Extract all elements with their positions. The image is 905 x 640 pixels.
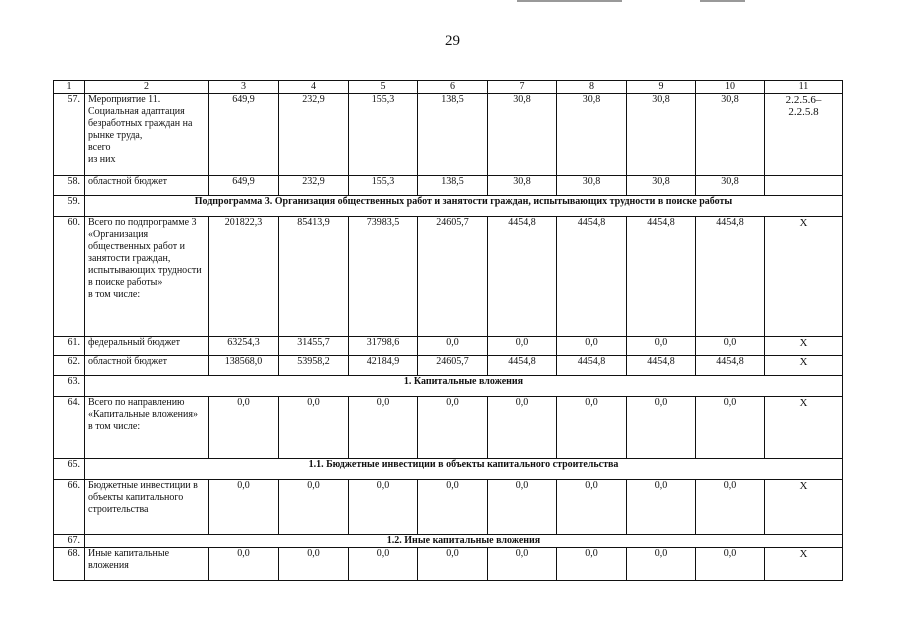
row-name: федеральный бюджет bbox=[85, 337, 209, 356]
value-cell: 4454,8 bbox=[696, 217, 765, 337]
column-number-cell: 8 bbox=[557, 81, 627, 94]
value-cell: 24605,7 bbox=[418, 356, 488, 376]
value-cell: 4454,8 bbox=[696, 356, 765, 376]
value-cell: 85413,9 bbox=[279, 217, 349, 337]
value-cell: 30,8 bbox=[627, 176, 696, 196]
column-number-cell: 10 bbox=[696, 81, 765, 94]
reference-cell: 2.2.5.6– 2.2.5.8 bbox=[765, 94, 843, 176]
column-number-cell: 3 bbox=[209, 81, 279, 94]
value-cell: 0,0 bbox=[279, 548, 349, 581]
value-cell: 53958,2 bbox=[279, 356, 349, 376]
row-name: областной бюджет bbox=[85, 176, 209, 196]
row-number: 66. bbox=[54, 480, 85, 535]
value-cell: 649,9 bbox=[209, 94, 279, 176]
value-cell: 0,0 bbox=[696, 480, 765, 535]
value-cell: 0,0 bbox=[209, 480, 279, 535]
value-cell: 155,3 bbox=[349, 94, 418, 176]
column-number-cell: 2 bbox=[85, 81, 209, 94]
value-cell: 4454,8 bbox=[557, 356, 627, 376]
column-number-cell: 5 bbox=[349, 81, 418, 94]
value-cell: 30,8 bbox=[696, 94, 765, 176]
table-row bbox=[54, 176, 843, 196]
row-number: 62. bbox=[54, 356, 85, 376]
section-title: 1.2. Иные капитальные вложения bbox=[85, 535, 843, 548]
value-cell: 0,0 bbox=[557, 480, 627, 535]
reference-cell: Х bbox=[765, 356, 843, 376]
value-cell: 0,0 bbox=[488, 548, 557, 581]
value-cell: 4454,8 bbox=[557, 217, 627, 337]
value-cell: 0,0 bbox=[209, 397, 279, 459]
row-number: 59. bbox=[54, 196, 85, 217]
value-cell: 649,9 bbox=[209, 176, 279, 196]
table-row bbox=[54, 94, 843, 176]
row-number: 63. bbox=[54, 376, 85, 397]
value-cell: 0,0 bbox=[627, 548, 696, 581]
value-cell: 232,9 bbox=[279, 94, 349, 176]
column-number-cell: 9 bbox=[627, 81, 696, 94]
row-number: 60. bbox=[54, 217, 85, 337]
section-row bbox=[54, 376, 843, 397]
value-cell: 24605,7 bbox=[418, 217, 488, 337]
value-cell: 138,5 bbox=[418, 176, 488, 196]
value-cell: 0,0 bbox=[279, 480, 349, 535]
column-number-row bbox=[54, 81, 843, 94]
top-edge-line-right bbox=[700, 0, 745, 2]
value-cell: 0,0 bbox=[209, 548, 279, 581]
value-cell: 30,8 bbox=[557, 94, 627, 176]
column-number-cell: 1 bbox=[54, 81, 85, 94]
table-row bbox=[54, 217, 843, 337]
value-cell: 0,0 bbox=[279, 397, 349, 459]
value-cell: 0,0 bbox=[418, 397, 488, 459]
row-number: 65. bbox=[54, 459, 85, 480]
value-cell: 201822,3 bbox=[209, 217, 279, 337]
value-cell: 73983,5 bbox=[349, 217, 418, 337]
value-cell: 0,0 bbox=[627, 337, 696, 356]
row-number: 67. bbox=[54, 535, 85, 548]
row-number: 64. bbox=[54, 397, 85, 459]
value-cell: 30,8 bbox=[696, 176, 765, 196]
section-row bbox=[54, 535, 843, 548]
value-cell: 0,0 bbox=[627, 397, 696, 459]
value-cell: 0,0 bbox=[557, 397, 627, 459]
row-name: Мероприятие 11. Социальная адаптация безработных граждан на рынке труда, всего из них bbox=[85, 94, 209, 176]
value-cell: 138,5 bbox=[418, 94, 488, 176]
value-cell: 0,0 bbox=[557, 548, 627, 581]
table-row bbox=[54, 548, 843, 581]
value-cell: 4454,8 bbox=[488, 356, 557, 376]
reference-cell: Х bbox=[765, 217, 843, 337]
value-cell: 138568,0 bbox=[209, 356, 279, 376]
table-row bbox=[54, 337, 843, 356]
value-cell: 42184,9 bbox=[349, 356, 418, 376]
table-row bbox=[54, 356, 843, 376]
row-number: 68. bbox=[54, 548, 85, 581]
value-cell: 0,0 bbox=[349, 548, 418, 581]
value-cell: 0,0 bbox=[488, 337, 557, 356]
budget-table bbox=[53, 80, 843, 581]
page-number: 29 bbox=[445, 33, 460, 49]
value-cell: 30,8 bbox=[488, 94, 557, 176]
row-name: Бюджетные инвестиции в объекты капитального строительства bbox=[85, 480, 209, 535]
reference-cell: Х bbox=[765, 548, 843, 581]
row-number: 61. bbox=[54, 337, 85, 356]
value-cell: 30,8 bbox=[488, 176, 557, 196]
row-number: 58. bbox=[54, 176, 85, 196]
value-cell: 31798,6 bbox=[349, 337, 418, 356]
table-row bbox=[54, 480, 843, 535]
value-cell: 0,0 bbox=[627, 480, 696, 535]
value-cell: 0,0 bbox=[349, 397, 418, 459]
value-cell: 0,0 bbox=[696, 337, 765, 356]
value-cell: 0,0 bbox=[696, 548, 765, 581]
row-number: 57. bbox=[54, 94, 85, 176]
value-cell: 0,0 bbox=[418, 548, 488, 581]
value-cell: 0,0 bbox=[418, 480, 488, 535]
column-number-cell: 7 bbox=[488, 81, 557, 94]
value-cell: 31455,7 bbox=[279, 337, 349, 356]
top-edge-line-left bbox=[517, 0, 622, 2]
value-cell: 4454,8 bbox=[627, 356, 696, 376]
section-title: Подпрограмма 3. Организация общественных работ и занятости граждан, испытывающих трудности в поиске работы bbox=[85, 196, 843, 217]
reference-cell: Х bbox=[765, 480, 843, 535]
row-name: Всего по подпрограмме 3 «Организация общественных работ и занятости граждан, испытывающих трудности в поиске работы» в том числе: bbox=[85, 217, 209, 337]
value-cell: 0,0 bbox=[349, 480, 418, 535]
value-cell: 30,8 bbox=[627, 94, 696, 176]
value-cell: 0,0 bbox=[488, 397, 557, 459]
value-cell: 0,0 bbox=[696, 397, 765, 459]
value-cell: 30,8 bbox=[557, 176, 627, 196]
value-cell: 63254,3 bbox=[209, 337, 279, 356]
table-row bbox=[54, 397, 843, 459]
row-name: Всего по направлению «Капитальные вложения» в том числе: bbox=[85, 397, 209, 459]
column-number-cell: 11 bbox=[765, 81, 843, 94]
value-cell: 4454,8 bbox=[627, 217, 696, 337]
section-title: 1. Капитальные вложения bbox=[85, 376, 843, 397]
section-row bbox=[54, 196, 843, 217]
value-cell: 0,0 bbox=[418, 337, 488, 356]
reference-cell: Х bbox=[765, 397, 843, 459]
section-row bbox=[54, 459, 843, 480]
reference-cell: Х bbox=[765, 337, 843, 356]
value-cell: 0,0 bbox=[488, 480, 557, 535]
section-title: 1.1. Бюджетные инвестиции в объекты капитального строительства bbox=[85, 459, 843, 480]
value-cell: 232,9 bbox=[279, 176, 349, 196]
column-number-cell: 4 bbox=[279, 81, 349, 94]
row-name: областной бюджет bbox=[85, 356, 209, 376]
reference-cell bbox=[765, 176, 843, 196]
value-cell: 0,0 bbox=[557, 337, 627, 356]
value-cell: 4454,8 bbox=[488, 217, 557, 337]
column-number-cell: 6 bbox=[418, 81, 488, 94]
row-name: Иные капитальные вложения bbox=[85, 548, 209, 581]
value-cell: 155,3 bbox=[349, 176, 418, 196]
